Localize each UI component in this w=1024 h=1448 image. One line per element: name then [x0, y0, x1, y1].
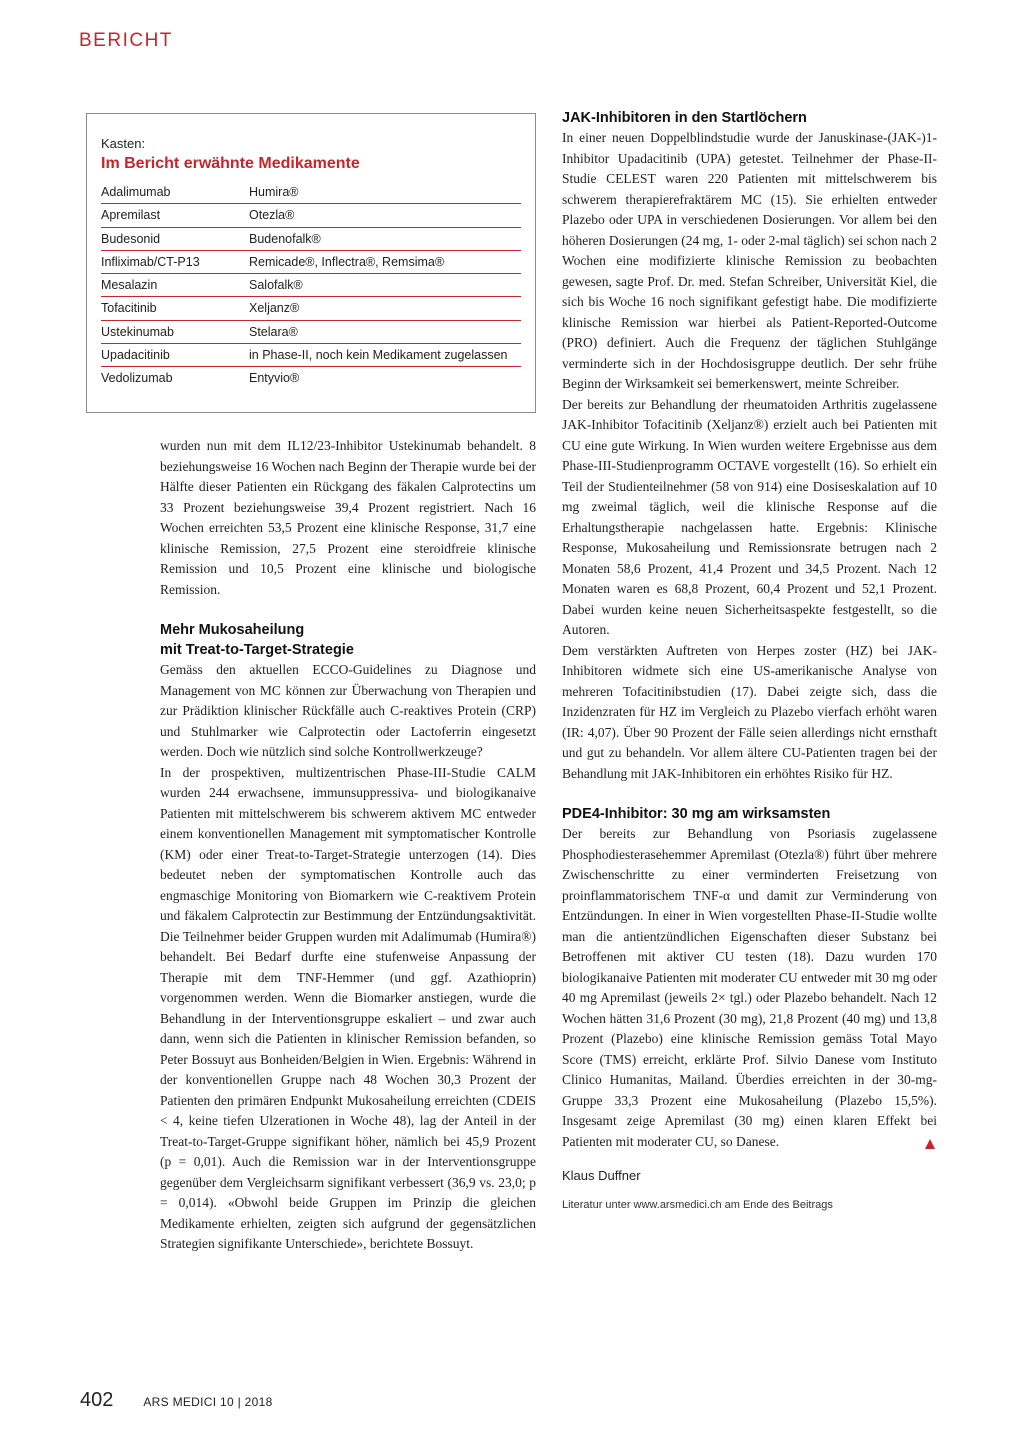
- medication-name: Budesonid: [101, 231, 161, 246]
- body-paragraph: In der prospektiven, multizentrischen Phase-III-Studie CALM wurden 244 erwachsene, immunsuppressiva- und biologikanaive Patienten mit mittelschwerem bis schwerem aktivem MC entweder einem konventionellen Management mit symptomatischer Kontrolle (KM) oder einer Treat-to-Target-Strategie unterzogen (14). Dies bedeutet neben der symptomatischen Kontrolle auch das engmaschige Monitoring von Biomarkern wie C-reaktivem Protein und fäkalem Calprotectin zur Bestimmung der Entzündungsaktivität. Die Teilnehmer beider Gruppen wurden mit Adalimumab (Humira®) behandelt. Bei Bedarf durfte eine stufenweise Anpassung der Therapie mit dem TNF-Hemmer (und ggf. Azathioprin) vorgenommen werden. Wenn die Biomarker anstiegen, wurde die Behandlung in der Interventionsgruppe eskaliert – und zwar auch dann, wenn sich die Patienten in klinischer Remission befanden, so Peter Bossuyt aus Bonheiden/Belgien in Wien. Ergebnis: Während in der konventionellen Gruppe nach 48 Wochen 30,3 Prozent der Patienten den primären Endpunkt Mukosaheilung erreichten (CDEIS < 4, keine tiefen Ulzerationen in Woche 48), lag der Anteil in der Treat-to-Target-Gruppe signifikant höher, nämlich bei 45,9 Prozent (p = 0,01). Auch die Remission war in der Interventionsgruppe gegenüber dem Vergleichsarm signifikant verbessert (36,9 vs. 23,0; p = 0,014). «Obwohl beide Gruppen im Prinzip die gleichen Medikamente erhielten, zeigten sich aufgrund der gegensätzlichen Strategien signifikante Unterschiede», berichtete Bossuyt.: [160, 764, 536, 1251]
- heading-line: Mehr Mukosaheilung: [160, 622, 305, 638]
- medication-product: Xeljanz®: [249, 301, 300, 316]
- box-title: Im Bericht erwähnte Medikamente: [101, 155, 360, 172]
- medication-name: Vedolizumab: [101, 371, 173, 386]
- medication-product: Budenofalk®: [249, 231, 321, 246]
- final-paragraph: [562, 824, 937, 1152]
- medication-name: Ustekinumab: [101, 324, 174, 339]
- page-number: 402: [80, 1389, 114, 1411]
- body-paragraph: Gemäss den aktuellen ECCO-Guidelines zu Diagnose und Management von MC können zur Überwachung von Therapien und zur Prädiktion klinischer Rückfälle auch C-reaktives Protein (CRP) und Stuhlmarker wie Calprotectin oder Lactoferrin eingesetzt werden. Doch wie nützlich sind solche Kontrollwerkzeuge?: [160, 662, 536, 759]
- body-paragraph: wurden nun mit dem IL12/23-Inhibitor Ustekinumab behandelt. 8 beziehungsweise 16 Wochen nach Beginn der Therapie wurde bei der Hälfte dieser Patienten ein Rückgang des fäkalen Calprotectins um 33 Prozent beziehungsweise 39,4 Prozent registriert. Nach 16 Wochen erreichten 53,5 Prozent eine klinische Response, 31,7 eine klinische Remission, 27,5 Prozent eine steroidfreie klinische Remission und 10,5 Prozent eine klinische und biologische Remission.: [160, 438, 536, 597]
- left-column: [160, 436, 536, 1255]
- medication-product: Salofalk®: [249, 278, 303, 293]
- literature-note: Literatur unter www.arsmedici.ch am Ende des Beitrags: [562, 1198, 833, 1211]
- medication-row: [101, 367, 521, 390]
- medication-row: [101, 321, 521, 344]
- medication-row: [101, 228, 521, 251]
- author-name: Klaus Duffner: [562, 1168, 641, 1183]
- page-footer: [80, 1389, 273, 1412]
- medication-name: Tofacitinib: [101, 301, 157, 316]
- section-heading: PDE4-Inhibitor: 30 mg am wirksamsten: [562, 806, 831, 822]
- medication-product: Remicade®, Inflectra®, Remsima®: [249, 254, 445, 269]
- journal-issue: ARS MEDICI 10 | 2018: [143, 1395, 273, 1409]
- body-paragraph: Dem verstärkten Auftreten von Herpes zoster (HZ) bei JAK-Inhibitoren widmete sich eine US-amerikanische Analyse von mehreren Tofacitinibstudien (17). Dabei zeigte sich, dass die Inzidenzraten für HZ im Vergleich zu Plazebo vierfach erhöht waren (IR: 4,07). Über 90 Prozent der Fälle seien allerdings nicht ernsthaft und gut zu behandeln. Vor allem ältere CU-Patienten tragen bei der Behandlung mit JAK-Inhibitoren ein erhöhtes Risiko für HZ.: [562, 642, 937, 781]
- medication-row: [101, 274, 521, 297]
- right-column: [562, 108, 937, 1213]
- body-paragraph: Der bereits zur Behandlung von Psoriasis zugelassene Phosphodiesterasehemmer Apremilast (Otezla®) führt über mehrere Zwischenschritte zu einer verminderten Freisetzung von proinflammatorischem TNF-α und damit zur Verminderung von Entzündungen. In einer in Wien vorgestellten Phase-II-Studie wollte man die antientzündlichen Eigenschaften dieser Substanz bei Betroffenen mit aktiver CU testen (18). Dazu wurden 170 biologikanaive Patienten mit moderater CU entweder mit 30 mg oder 40 mg Apremilast (jeweils 2× tgl.) oder Plazebo behandelt. Nach 12 Wochen hätten 31,6 Prozent (30 mg), 21,8 Prozent (40 mg) und 13,8 Prozent (Plazebo) eine klinische Remission gemäss Total Mayo Score (TMS) erreicht, erklärte Prof. Silvio Danese vom Instituto Clinico Humanitas, Mailand. Überdies erreichten in der 30-mg-Gruppe 33,3 Prozent eine Mukosaheilung (Plazebo 15,5%). Insgesamt zeige Apremilast (30 mg) einen klaren Effekt bei Patienten mit moderater CU, so Danese.: [562, 826, 937, 1149]
- medication-row: [101, 297, 521, 320]
- medication-product: Entyvio®: [249, 371, 300, 386]
- medication-product: Otezla®: [249, 208, 295, 223]
- medication-name: Mesalazin: [101, 278, 158, 293]
- heading-line: mit Treat-to-Target-Strategie: [160, 642, 354, 658]
- medication-row: [101, 204, 521, 227]
- body-paragraph: Der bereits zur Behandlung der rheumatoiden Arthritis zugelassene JAK-Inhibitor Tofacitinib (Xeljanz®) erzielt auch bei Patienten mit CU eine gute Wirkung. In Wien wurden weitere Ergebnisse aus dem Phase-III-Studienprogramm OCTAVE vorgestellt (16). So erhielt ein Teil der Studienteilnehmer (58 von 914) eine Dosiseskalation auf 10 mg zweimal täglich, weil die klinische Response auf die Erhaltungstherapie nachgelassen hatte. Ergebnis: Klinische Response, Mukosaheilung und Remissionsrate betrugen nach 2 Monaten 58,6 Prozent, 41,4 Prozent und 34,5 Prozent. Nach 12 Monaten waren es 68,8 Prozent, 60,4 Prozent und 52,1 Prozent. Dabei wurden keine neuen Sicherheitsaspekte festgestellt, so die Autoren.: [562, 396, 937, 637]
- medication-name: Upadacitinib: [101, 348, 170, 363]
- section-heading: [160, 620, 536, 660]
- medication-row: [101, 344, 521, 367]
- end-of-article-triangle-icon: [925, 1139, 935, 1149]
- body-paragraph: In einer neuen Doppelblindstudie wurde der Januskinase-(JAK-)1-Inhibitor Upadacitinib (UPA) getestet. Teilnehmer der Phase-II-Studie CELEST waren 220 Patienten mit mittelschwerem bis schwerem therapierefraktärem MC (15). Sie erhielten entweder Plazebo oder UPA in verschiedenen Dosierungen. Vor allem bei den höheren Dosierungen (24 mg, 1- oder 2-mal täglich) sei schon nach 2 Wochen eine modifizierte klinische Remission zu beobachten gewesen, sagte Prof. Dr. med. Stefan Schreiber, Universität Kiel, die sich bis Woche 16 noch signifikant gefestigt habe. Die modifizierte klinische Remission war hierbei als Patient-Reported-Outcome (PRO) definiert. Auch die Frequenz der täglichen Stuhlgänge verminderte sich in der Hochdosisgruppe deutlich. Der sehr frühe Beginn der Wirksamkeit sei bemerkenswert, meinte Schreiber.: [562, 130, 937, 391]
- medication-table: [101, 181, 521, 391]
- medication-product: Stelara®: [249, 324, 298, 339]
- medication-row: [101, 251, 521, 274]
- medication-name: Infliximab/CT-P13: [101, 254, 200, 269]
- medication-product: Humira®: [249, 185, 299, 199]
- medication-name: Adalimumab: [101, 185, 171, 199]
- medication-name: Apremilast: [101, 208, 161, 223]
- medication-product: in Phase-II, noch kein Medikament zugelassen: [249, 348, 508, 363]
- section-label: BERICHT: [79, 30, 173, 51]
- medication-row: [101, 181, 521, 204]
- box-label: Kasten:: [101, 136, 146, 151]
- medication-box: [86, 113, 536, 413]
- section-heading: JAK-Inhibitoren in den Startlöchern: [562, 110, 807, 126]
